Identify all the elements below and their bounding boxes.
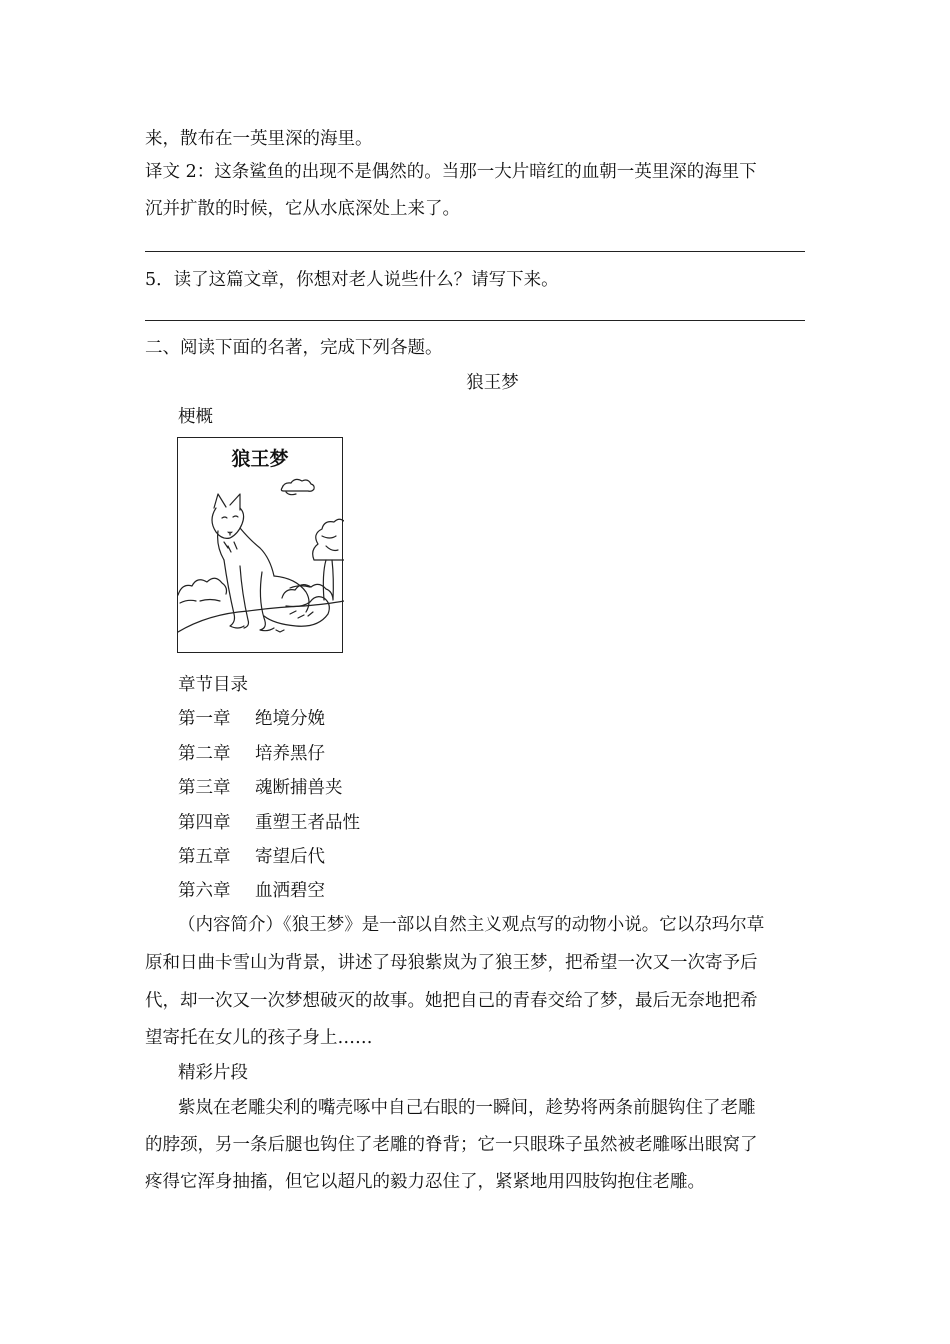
- toc-chapter-6-num: 第六章: [178, 881, 231, 901]
- excerpt-line-1: 紫岚在老雕尖利的嘴壳啄中自己右眼的一瞬间，趁势将两条前腿钩住了老雕: [178, 1098, 756, 1118]
- intro-line-1: （内容简介）《狼王梦》是一部以自然主义观点写的动物小说。它以尕玛尔草: [178, 915, 765, 935]
- toc-chapter-3-num: 第三章: [178, 778, 231, 798]
- intro-line-4: 望寄托在女儿的孩子身上……: [145, 1028, 373, 1048]
- toc-chapter-4-name: 重塑王者品性: [255, 813, 360, 833]
- excerpt-line-3: 疼得它浑身抽搐，但它以超凡的毅力忍住了，紧紧地用四肢钩抱住老雕。: [145, 1172, 705, 1192]
- book-title: 狼王梦: [466, 373, 519, 393]
- toc-chapter-2-num: 第二章: [178, 744, 231, 764]
- cover-title: 狼王梦: [231, 448, 289, 470]
- intro-line-3: 代，却一次又一次梦想破灭的故事。她把自己的青春交给了梦，最后无奈地把希: [145, 991, 758, 1011]
- wolf-illustration: [178, 438, 344, 654]
- excerpt-line-2: 的脖颈，另一条后腿也钩住了老雕的脊背；它一只眼珠子虽然被老雕啄出眼窝了: [145, 1135, 758, 1155]
- translation-line-2: 译文 2：这条鲨鱼的出现不是偶然的。当那一大片暗红的血朝一英里深的海里下: [145, 162, 757, 182]
- toc-chapter-5-name: 寄望后代: [255, 847, 325, 867]
- intro-line-2: 原和日曲卡雪山为背景，讲述了母狼紫岚为了狼王梦，把希望一次又一次寄予后: [145, 953, 758, 973]
- toc-chapter-5-num: 第五章: [178, 847, 231, 867]
- book-cover: [177, 437, 343, 653]
- answer-line-5: [145, 320, 805, 321]
- answer-line-4: [145, 251, 805, 252]
- toc-chapter-4-num: 第四章: [178, 813, 231, 833]
- toc-chapter-6-name: 血洒碧空: [255, 881, 325, 901]
- toc-heading: 章节目录: [178, 675, 248, 695]
- summary-label: 梗概: [178, 407, 213, 427]
- section-2-heading: 二、阅读下面的名著，完成下列各题。: [145, 338, 443, 358]
- translation-line-3: 沉并扩散的时候，它从水底深处上来了。: [145, 199, 460, 219]
- toc-chapter-3-name: 魂断捕兽夹: [255, 778, 343, 798]
- toc-chapter-1-name: 绝境分娩: [255, 709, 325, 729]
- question-5: 5．读了这篇文章，你想对老人说些什么？请写下来。: [145, 270, 559, 290]
- toc-chapter-2-name: 培养黑仔: [255, 744, 325, 764]
- excerpt-label: 精彩片段: [178, 1063, 248, 1083]
- translation-line-1: 来，散布在一英里深的海里。: [145, 129, 373, 149]
- toc-chapter-1-num: 第一章: [178, 709, 231, 729]
